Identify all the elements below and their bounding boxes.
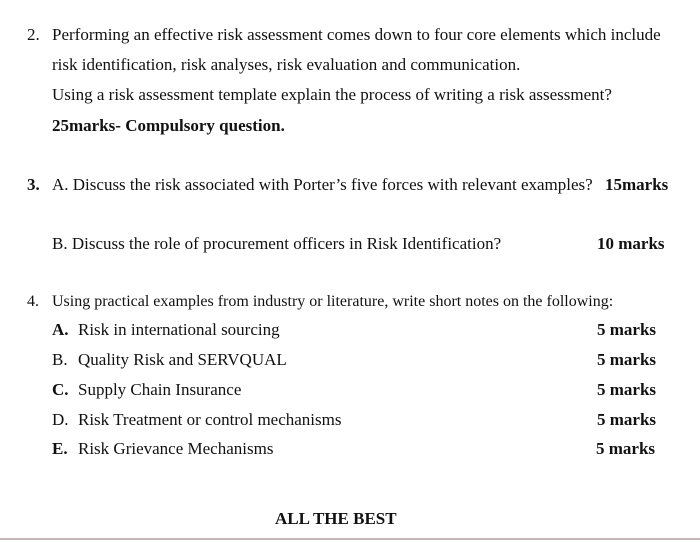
q4-item-d-letter: D.	[52, 410, 69, 429]
q4-item-e-marks: 5 marks	[596, 439, 656, 458]
q4-item-b-text: Quality Risk and SERVQUAL	[78, 350, 287, 369]
q4-item-c-letter: C.	[52, 380, 69, 399]
q3-b-marks: 10 marks	[597, 234, 665, 253]
q4-item-a-letter: A.	[52, 320, 69, 339]
q4-item-b-letter: B.	[52, 350, 68, 369]
q4-item-a-marks: 5 marks	[597, 320, 657, 339]
q4-item-c-marks: 5 marks	[597, 380, 657, 399]
q4-item-a-text: Risk in international sourcing	[78, 320, 280, 339]
q3-a-text: A. Discuss the risk associated with Porter’s five forces with relevant examples?	[52, 175, 593, 194]
page-bottom-divider	[0, 538, 700, 540]
q2-number: 2.	[27, 25, 40, 44]
q2-marks-note: 25marks- Compulsory question.	[52, 116, 285, 135]
q2-line-1: Performing an effective risk assessment comes down to four core elements which include	[52, 25, 661, 44]
closing-text: ALL THE BEST	[275, 509, 397, 528]
q4-item-d-marks: 5 marks	[597, 410, 657, 429]
q3-number: 3.	[27, 175, 40, 194]
q3-a-marks: 15marks	[605, 175, 669, 194]
q2-line-2: risk identification, risk analyses, risk evaluation and communication.	[52, 55, 521, 74]
q4-item-c-text: Supply Chain Insurance	[78, 380, 242, 399]
q4-item-b-marks: 5 marks	[597, 350, 657, 369]
q4-item-d-text: Risk Treatment or control mechanisms	[78, 410, 342, 429]
q4-item-e-text: Risk Grievance Mechanisms	[78, 439, 274, 458]
q2-line-3: Using a risk assessment template explain the process of writing a risk assessment?	[52, 85, 612, 104]
q4-intro: Using practical examples from industry or literature, write short notes on the following:	[52, 293, 614, 310]
q3-b-text: B. Discuss the role of procurement officers in Risk Identification?	[52, 234, 502, 253]
q4-number: 4.	[27, 293, 39, 310]
q4-item-e-letter: E.	[52, 439, 68, 458]
